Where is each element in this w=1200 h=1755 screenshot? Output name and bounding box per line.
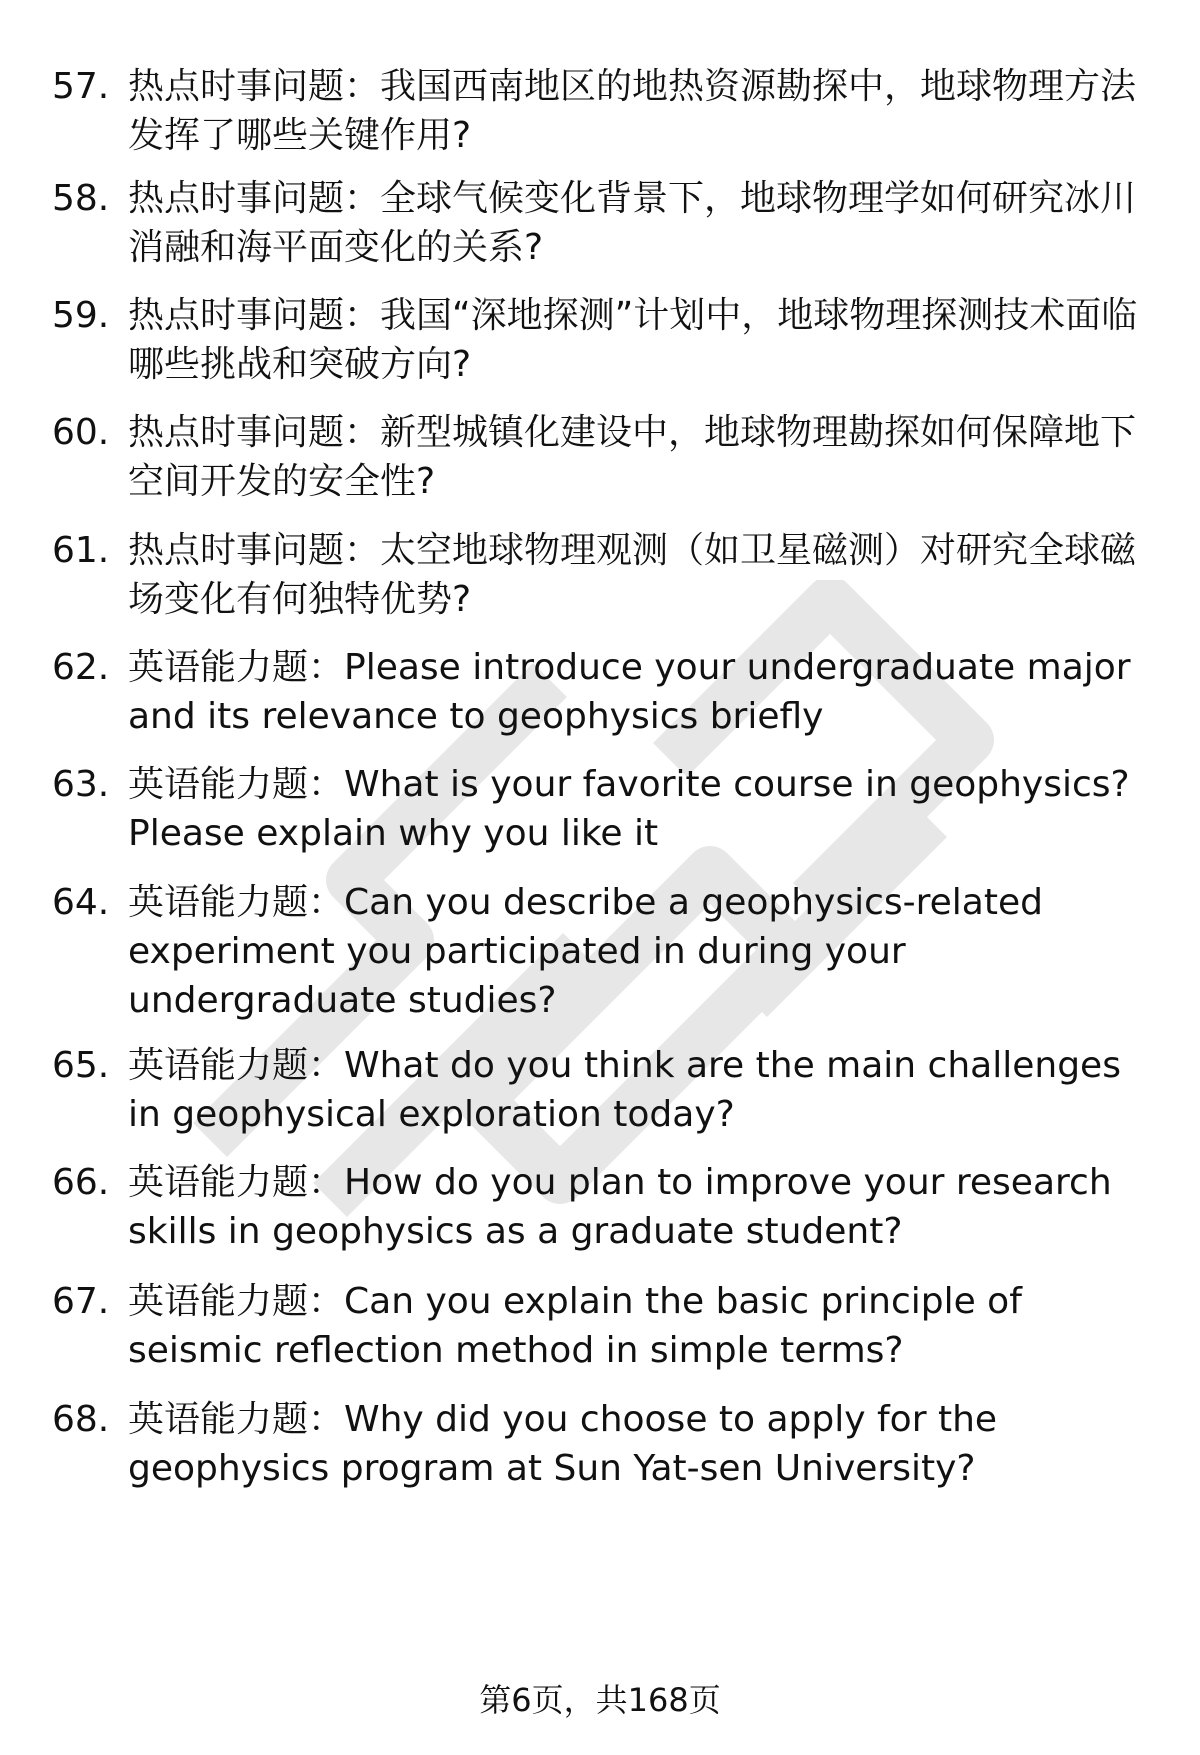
question-number: 58. [52, 178, 110, 219]
question-number: 67. [52, 1281, 110, 1322]
question-number: 65. [52, 1045, 110, 1086]
question-text: 英语能力题：Why did you choose to apply for the geophysics program at Sun Yat-sen University? [128, 1399, 998, 1489]
question-text: 热点时事问题：全球气候变化背景下，地球物理学如何研究冰川消融和海平面变化的关系? [128, 178, 1137, 268]
question-text: 英语能力题：How do you plan to improve your research skills in geophysics as a graduate student? [128, 1162, 1112, 1252]
question-number: 64. [52, 882, 110, 923]
question-number: 59. [52, 295, 110, 336]
question-text: 英语能力题：What is your favorite course in geophysics? Please explain why you like it [128, 764, 1130, 854]
question-text: 热点时事问题：我国西南地区的地热资源勘探中，地球物理方法发挥了哪些关键作用? [128, 66, 1137, 156]
question-number: 57. [52, 66, 110, 107]
question-number: 61. [52, 530, 110, 571]
question-number: 66. [52, 1162, 110, 1203]
question-number: 60. [52, 412, 110, 453]
question-number: 62. [52, 647, 110, 688]
question-text: 热点时事问题：太空地球物理观测（如卫星磁测）对研究全球磁场变化有何独特优势? [128, 530, 1137, 620]
question-text: 热点时事问题：我国“深地探测”计划中，地球物理探测技术面临哪些挑战和突破方向? [128, 295, 1138, 385]
question-text: 英语能力题：Can you explain the basic principle of seismic reflection method in simple terms? [128, 1281, 1022, 1371]
question-text: 英语能力题：Please introduce your undergraduate major and its relevance to geophysics briefly [128, 647, 1131, 737]
question-text: 英语能力题：What do you think are the main challenges in geophysical exploration today? [128, 1045, 1121, 1135]
question-text: 热点时事问题：新型城镇化建设中，地球物理勘探如何保障地下空间开发的安全性? [128, 412, 1137, 502]
question-number: 68. [52, 1399, 110, 1440]
question-text: 英语能力题：Can you describe a geophysics-related experiment you participated in during your undergraduate studies? [128, 882, 1043, 1021]
question-number: 63. [52, 764, 110, 805]
page-number-footer: 第6页，共168页 [479, 1681, 721, 1719]
